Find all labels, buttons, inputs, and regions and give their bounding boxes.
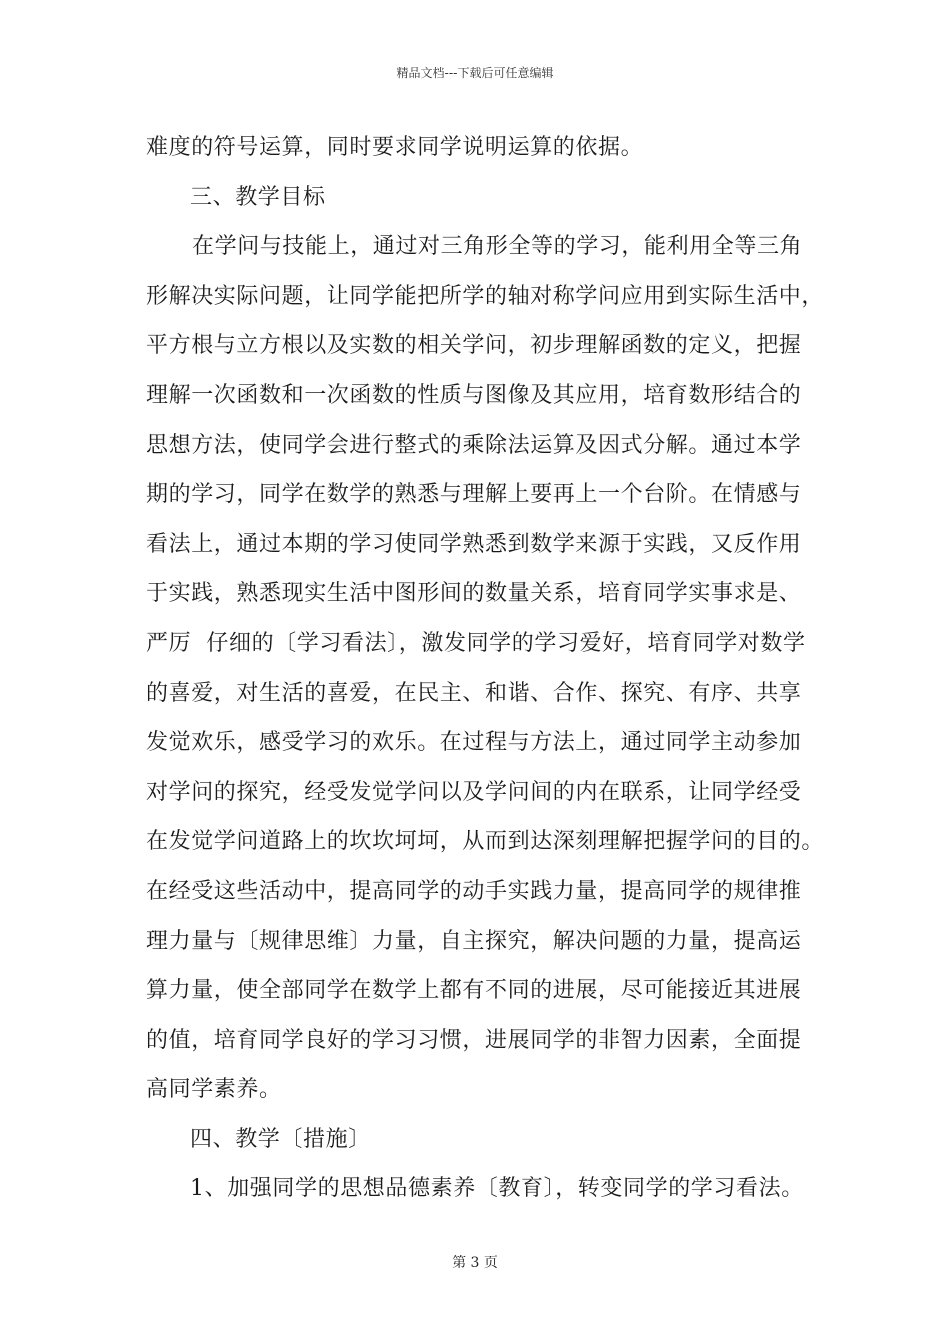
- text-line: 难度的符号运算，同时要求同学说明运算的依据。: [146, 135, 644, 160]
- section-heading: 四、教学〔措施〕: [190, 1126, 371, 1152]
- document-body: [146, 128, 826, 1219]
- text-line: 平方根与立方根以及实数的相关学问，初步理解函数的定义，把握: [146, 333, 802, 359]
- text-line: 高同学素养。: [146, 1077, 282, 1103]
- text-line: 看法上，通过本期的学习使同学熟悉到数学来源于实践，又反作用: [146, 531, 802, 557]
- text-line: 理解一次函数和一次函数的性质与图像及其应用，培育数形结合的: [146, 382, 802, 408]
- text-line: 理力量与〔规律思维〕力量，自主探究，解决问题的力量，提高运: [146, 928, 802, 954]
- text-line: 在发觉学问道路上的坎坎坷坷，从而到达深刻理解把握学问的目的。: [146, 829, 825, 855]
- text-line: 思想方法，使同学会进行整式的乘除法运算及因式分解。通过本学: [146, 432, 802, 458]
- text-line: 的喜爱，对生活的喜爱，在民主、和谐、合作、探究、有序、共享: [146, 680, 802, 706]
- text-line: 形解决实际问题，让同学能把所学的轴对称学问应用到实际生活中，: [146, 283, 825, 309]
- text-line: 在学问与技能上，通过对三角形全等的学习，能利用全等三角: [192, 234, 803, 260]
- text-line: 在经受这些活动中，提高同学的动手实践力量，提高同学的规律推: [146, 878, 802, 904]
- page-header: 精品文档---下载后可任意编辑: [396, 66, 554, 80]
- text-line: 1、加强同学的思想品德素养〔教育〕，转变同学的学习看法。: [190, 1176, 804, 1202]
- text-line: 的值，培育同学良好的学习习惯，进展同学的非智力因素，全面提: [146, 1027, 802, 1053]
- text-line: 算力量，使全部同学在数学上都有不同的进展，尽可能接近其进展: [146, 978, 802, 1004]
- text-line: 严厉 仔细的〔学习看法〕，激发同学的学习爱好，培育同学对数学: [146, 630, 806, 656]
- text-line: 发觉欢乐，感受学习的欢乐。在过程与方法上，通过同学主动参加: [146, 730, 802, 756]
- section-heading: 三、教学目标: [190, 184, 326, 210]
- text-line: 于实践，熟悉现实生活中图形间的数量关系，培育同学实事求是、: [146, 581, 802, 607]
- text-line: 期的学习，同学在数学的熟悉与理解上要再上一个台阶。在情感与: [146, 482, 802, 508]
- page-number: 第 3 页: [452, 1255, 498, 1271]
- text-line: 对学问的探究，经受发觉学问以及学问间的内在联系，让同学经受: [146, 779, 802, 805]
